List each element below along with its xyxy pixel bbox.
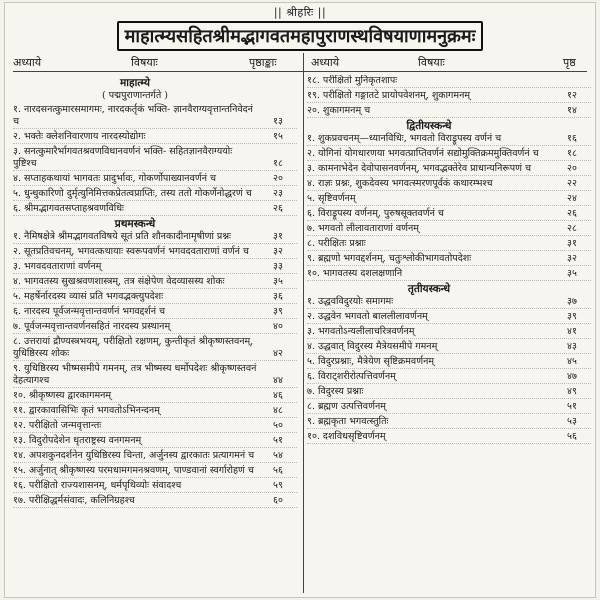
section-heading: प्रथमस्कन्धे [114, 218, 156, 230]
list-item [307, 133, 591, 146]
shri-hari-heading: || श्रीहरिः || [273, 6, 327, 19]
entry-page-number: ३९ [567, 311, 577, 322]
list-item [307, 386, 591, 399]
entry-page-number: ३६ [273, 291, 283, 302]
entry-text: ४. सप्ताहकथायां भागवतः प्रादुर्भावः, गोकर्णोपाख्यानवर्णनं च [13, 173, 217, 184]
entry-text: १०. भागवतस्य दशलक्षणानि [307, 268, 403, 279]
entry-text: ३. भगवतोऽन्यलीलाचरित्रवर्णनम् [307, 326, 415, 337]
entry-text: ९. ब्रह्मकृता भगवत्स्तुतिः [307, 416, 389, 427]
entry-page-number: ३५ [567, 268, 577, 279]
list-item [13, 336, 297, 361]
entry-page-number: ४४ [273, 375, 283, 386]
entry-page-number: ३२ [273, 246, 283, 257]
entry-text: १६. परीक्षितो राज्यशासनम्, धर्मपृथिव्योः संवादश्च [13, 480, 182, 491]
list-item [307, 401, 591, 414]
entry-page-number: १६ [567, 133, 577, 144]
col-adhyaya-left: अध्याये [13, 56, 42, 69]
entry-text: १. उद्धवविदुरयोः समागमः [307, 296, 394, 307]
list-item [13, 420, 297, 433]
entry-page-number: ३३ [273, 261, 283, 272]
section-heading: माहात्म्ये [120, 77, 150, 89]
list-item [307, 90, 591, 103]
entry-page-number: ३५ [273, 276, 283, 287]
entry-text: २. भक्तेः क्लेशनिवारणाय नारदस्योद्योगः [13, 131, 146, 142]
list-item [307, 431, 591, 444]
entry-page-number: ४१ [567, 326, 577, 337]
list-item [13, 131, 297, 144]
entry-page-number: ५१ [567, 401, 577, 412]
entry-text: ११. द्वारकावासिभिः कृतं भगवतोऽभिनन्दनम् [13, 405, 160, 416]
header-rule [13, 71, 587, 72]
entry-text: ८. परीक्षितः प्रश्नाः [307, 238, 366, 249]
entry-text: ६. विराड्रूपस्य वर्णनम्, पुरुषसूक्तवर्णनं च [307, 208, 444, 219]
list-item [13, 231, 297, 244]
entry-page-number: ५३ [567, 416, 577, 427]
entry-text: ९. ब्रह्मणो भगवद्दर्शनम्, चतुःश्लोकीभागवतोपदेशः [307, 253, 472, 264]
list-item [13, 465, 297, 478]
list-item [13, 321, 297, 334]
entry-text: २. उद्धवेन भगवतो बाललीलावर्णनम् [307, 311, 428, 322]
entry-page-number: २४ [567, 193, 577, 204]
list-item [13, 363, 297, 388]
list-item [307, 208, 591, 221]
entry-text: १८. परीक्षितो मुनिकृतशापः [307, 75, 398, 86]
list-item [13, 276, 297, 289]
entry-text: ५. सृष्टिवर्णनम् [307, 193, 356, 204]
entry-list [307, 75, 591, 118]
entry-text: १०. दशविधसृष्टिवर्णनम् [307, 431, 386, 442]
entry-text: ६. नारदस्य पूर्वजन्मवृत्तान्तवर्णनं भगवद्दर्शनं च [13, 306, 166, 317]
section-subheading: ( पद्मपुराणान्तर्गते ) [102, 90, 168, 101]
list-item [307, 193, 591, 206]
entry-page-number: ५६ [567, 431, 577, 442]
entry-text: ४. उद्धवात् विदुरस्य मैत्रेयसमीपे गमनम् [307, 341, 438, 352]
list-item [307, 75, 591, 88]
entry-list [13, 231, 297, 508]
entry-text: ७. भगवतो लीलावताराणां वर्णनम् [307, 223, 419, 234]
section-heading: द्वितीयस्कन्धे [406, 120, 452, 132]
entry-page-number: ५० [273, 420, 283, 431]
list-item [307, 178, 591, 191]
entry-page-number: २३ [273, 188, 283, 199]
list-item [13, 261, 297, 274]
entry-page-number: ४० [273, 321, 283, 332]
entry-text: २०. शुकागमनम् च [307, 105, 371, 116]
section-heading: तृतीयस्कन्धे [407, 283, 451, 295]
entry-page-number: ४२ [273, 348, 283, 359]
list-item [307, 268, 591, 281]
entry-page-number: २० [273, 173, 283, 184]
entry-text: १७. परीक्षिद्धर्मसंवादः, कलिनिग्रहश्च [13, 495, 135, 506]
list-item [307, 416, 591, 429]
entry-text: ६. विराट्शरीरोत्पत्तिवर्णनम् [307, 371, 396, 382]
entry-text: ५. धुन्धुकारिणो दुर्मृत्युनिमित्तकप्रेतत्वप्राप्तिः, तस्य ततो गोकर्णेनोद्धरणं च [13, 188, 252, 199]
entry-page-number: ३७ [567, 296, 577, 307]
entry-page-number: १३ [273, 116, 283, 127]
entry-page-number: ४९ [567, 386, 577, 397]
entry-text: ३. कामनाभेदेन देवोपासनवर्णनम्, भगवद्भक्तेरेव प्राधान्यनिरूपणं च [307, 163, 532, 174]
column-divider [303, 53, 304, 593]
entry-text: १. शुकप्रवचनम्—ध्यानविधिः, भगवतो विराड्रूपस्य वर्णनं च [307, 133, 502, 144]
entry-page-number: ४६ [273, 390, 283, 401]
list-item [13, 104, 297, 129]
entry-text: ४. राज्ञः प्रश्नः, शुकदेवस्य भगवत्स्मरणपूर्वकं कथारम्भश्च [307, 178, 493, 189]
entry-list [13, 104, 297, 216]
entry-page-number: ३२ [567, 253, 577, 264]
entry-page-number: ६० [273, 495, 283, 506]
entry-page-number: ४५ [567, 356, 577, 367]
entry-page-number: २६ [567, 208, 577, 219]
entry-page-number: १८ [273, 158, 283, 169]
list-item [307, 356, 591, 369]
list-item [307, 238, 591, 251]
entry-page-number: २० [567, 163, 577, 174]
entry-text: ७. विदुरस्य प्रश्नाः [307, 386, 364, 397]
entry-text: ३. भगवदवताराणां वर्णनम् [13, 261, 102, 272]
entry-text: १५. अर्जुनात् श्रीकृष्णस्य परमधामगमनश्रवणम्, पाण्डवानां स्वर्गारोहणं च [13, 465, 254, 476]
left-column [13, 75, 297, 593]
entry-text: १. नारदसनत्कुमारसमागमः, नारदकर्तृकं भक्ति- ज्ञानवैराग्यवृत्तान्तनिवेदनं च [13, 104, 253, 127]
entry-page-number: ३१ [567, 238, 577, 249]
right-column [307, 75, 591, 593]
list-item [13, 188, 297, 201]
list-item [13, 146, 297, 171]
list-item [307, 296, 591, 309]
list-item [13, 246, 297, 259]
list-item [307, 371, 591, 384]
entry-page-number: ३९ [273, 306, 283, 317]
entry-list [307, 133, 591, 281]
list-item [13, 450, 297, 463]
entry-page-number: २२ [567, 178, 577, 189]
entry-page-number: १४ [567, 105, 577, 116]
list-item [13, 435, 297, 448]
list-item [307, 326, 591, 339]
column-headers [13, 55, 587, 71]
list-item [307, 223, 591, 236]
col-vishaya-left: विषयाः [131, 56, 158, 69]
entry-text: ५. विदुरप्रश्नाः, मैत्रेयेण सृष्टिक्रमवर्णनम् [307, 356, 435, 367]
entry-text: ५. महर्षेर्नारदस्य व्यासं प्रति भगवद्भक्त्युपदेशः [13, 291, 164, 302]
entry-page-number: २८ [567, 223, 577, 234]
entry-page-number: ४७ [567, 371, 577, 382]
col-adhyaya-right: अध्याये [311, 56, 340, 69]
entry-text: १२. परीक्षितो जन्मवृत्तान्तः [13, 420, 102, 431]
document-page [4, 2, 596, 598]
list-item [13, 495, 297, 508]
entry-page-number: ५१ [273, 435, 283, 446]
entry-page-number: ३१ [273, 231, 283, 242]
page-title: माहात्म्यसहितश्रीमद्भागवतमहापुराणस्थविषयाणामनुक्रमः [117, 21, 483, 51]
list-item [307, 341, 591, 354]
col-prishtha-right: पृष्ठ [563, 56, 576, 69]
entry-page-number: १२ [567, 90, 577, 101]
entry-page-number: ४८ [273, 405, 283, 416]
entry-page-number: ५४ [273, 450, 283, 461]
entry-text: ७. पूर्वजन्मवृत्तान्तवर्णनसहितं नारदस्य प्रस्थानम् [13, 321, 171, 332]
entry-text: १३. विदुरोपदेशेन धृतराष्ट्रस्य वनगमनम् [13, 435, 142, 446]
entry-text: ६. श्रीमद्भागवतसप्ताहश्रवणविधिः [13, 203, 124, 214]
list-item [13, 405, 297, 418]
entry-page-number: १८ [567, 148, 577, 159]
list-item [307, 253, 591, 266]
list-item [13, 480, 297, 493]
entry-page-number: ४३ [567, 341, 577, 352]
entry-page-number: ५६ [273, 465, 283, 476]
list-item [13, 203, 297, 216]
entry-page-number: ५९ [273, 480, 283, 491]
list-item [13, 390, 297, 403]
col-prishtha-left: पृष्ठाङ्काः [249, 56, 277, 69]
entry-text: ४. भागवतस्य सुखश्रवणशास्त्रम्, तत्र संक्षेपेण वेदव्यासस्य शोकः [13, 276, 225, 287]
list-item [307, 105, 591, 118]
list-item [307, 148, 591, 161]
entry-page-number: १५ [273, 131, 283, 142]
entry-page-number: २६ [273, 203, 283, 214]
entry-text: ८. ब्रह्मण उत्पत्तिवर्णनम् [307, 401, 386, 412]
entry-text: १. नैमिषक्षेत्रे श्रीमद्भागवतविषये सूतं प्रति शौनकादीनामृषीणां प्रश्नः [13, 231, 231, 242]
list-item [13, 306, 297, 319]
list-item [13, 173, 297, 186]
col-vishaya-right: विषयाः [418, 56, 445, 69]
list-item [307, 311, 591, 324]
entry-text: ८. उत्तरायां द्रौण्यस्त्रभयम्, परीक्षितो रक्षणम्, कुन्तीकृतं श्रीकृष्णस्तवनम्, युधिष्ठिरस्य शोकः [13, 336, 254, 359]
entry-text: १४. अपशकुनदर्शनेन युधिष्ठिरस्य चिन्ता, अर्जुनस्य द्वारकातः प्रत्यागमनं च [13, 450, 255, 461]
entry-text: १९. परीक्षितो गङ्गातटे प्रायोपवेशनम्, शुकागमनम् [307, 90, 471, 101]
entry-text: २. सूतप्रतिवचनम्, भगवत्कथायाः स्वरूपवर्णनं भगवदवताराणां वर्णनं च [13, 246, 249, 257]
entry-text: २. योगिनां योगधारणया भगवत्प्राप्तिवर्णनं सद्योमुक्तिक्रममुक्तिवर्णनं च [307, 148, 539, 159]
entry-list [307, 296, 591, 444]
entry-text: ९. युधिष्ठिरस्य भीष्मसमीपे गमनम्, तत्र भीष्मस्य धर्मोपदेशः श्रीकृष्णस्तवनं देहत्यागश्च [13, 363, 257, 386]
list-item [307, 163, 591, 176]
entry-text: ३. सनत्कुमारैर्भागवतश्रवणविधानवर्णनं भक्ति- सहितज्ञानवैराग्ययोः पुष्टिश्च [13, 146, 233, 169]
entry-text: १०. श्रीकृष्णस्य द्वारकागमनम् [13, 390, 112, 401]
list-item [13, 291, 297, 304]
